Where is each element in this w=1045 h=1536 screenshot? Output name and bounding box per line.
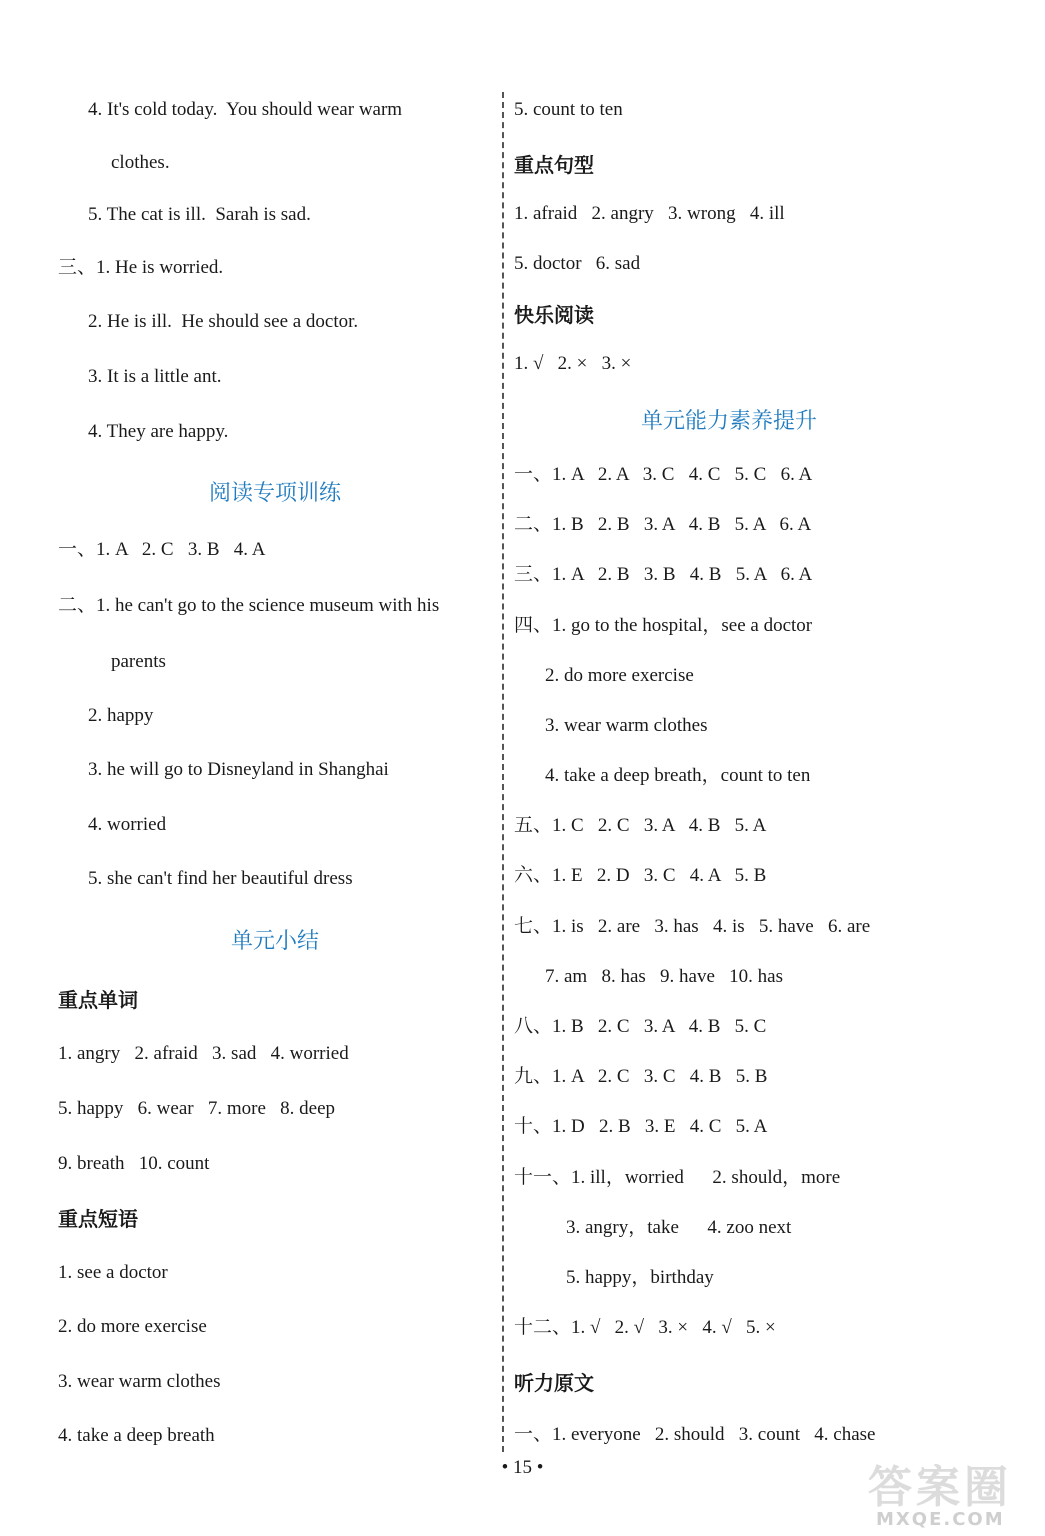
watermark-logo xyxy=(868,1462,1038,1532)
answer-line: 3. wear warm clothes xyxy=(58,1371,221,1392)
answer-line: 5. happy 6. wear 7. more 8. deep xyxy=(58,1098,336,1119)
answer-line: 4. It's cold today. You should wear warm xyxy=(88,99,403,120)
answer-line: 四、1. go to the hospital，see a doctor xyxy=(514,615,813,636)
section-title-ability: 单元能力素养提升 xyxy=(640,409,817,434)
column-divider xyxy=(502,92,504,1452)
answer-line: 5. she can't find her beautiful dress xyxy=(88,868,353,889)
answer-line: 5. count to ten xyxy=(514,99,623,120)
section-title-reading: 阅读专项训练 xyxy=(208,481,341,506)
answer-line: 十、1. D 2. B 3. E 4. C 5. A xyxy=(514,1116,768,1137)
answer-line: 三、1. He is worried. xyxy=(58,257,224,278)
subheading-key-phrases: 重点短语 xyxy=(58,1207,138,1231)
answer-line: 十一、1. ill，worried 2. should，more xyxy=(514,1167,841,1188)
answer-line: parents xyxy=(111,651,166,672)
watermark-url: MXQE.COM xyxy=(876,1509,1005,1530)
answer-line: 4. take a deep breath xyxy=(58,1425,215,1446)
answer-line: 5. happy，birthday xyxy=(566,1267,714,1288)
answer-line: 十二、1. √ 2. √ 3. × 4. √ 5. × xyxy=(514,1317,776,1338)
subheading-key-words: 重点单词 xyxy=(58,988,138,1012)
answer-line: 三、1. A 2. B 3. B 4. B 5. A 6. A xyxy=(514,564,813,585)
answer-line: 九、1. A 2. C 3. C 4. B 5. B xyxy=(514,1066,768,1087)
answer-line: 2. He is ill. He should see a doctor. xyxy=(88,311,359,332)
subheading-listening-script: 听力原文 xyxy=(514,1371,594,1395)
answer-line: 5. doctor 6. sad xyxy=(514,253,641,274)
subheading-key-sentences: 重点句型 xyxy=(514,153,594,177)
answer-line: 2. happy xyxy=(88,705,154,726)
answer-line: 七、1. is 2. are 3. has 4. is 5. have 6. are xyxy=(514,916,871,937)
subheading-happy-reading: 快乐阅读 xyxy=(514,303,594,327)
answer-line: 2. do more exercise xyxy=(545,665,694,686)
answer-line: 一、1. everyone 2. should 3. count 4. chase xyxy=(514,1424,876,1445)
answer-line: 二、1. he can't go to the science museum with his xyxy=(58,595,440,616)
answer-line: 一、1. A 2. C 3. B 4. A xyxy=(58,539,266,560)
answer-line: 二、1. B 2. B 3. A 4. B 5. A 6. A xyxy=(514,514,812,535)
watermark-logo-text: 答案圈 xyxy=(868,1462,1012,1513)
answer-line: 1. afraid 2. angry 3. wrong 4. ill xyxy=(514,203,785,224)
answer-line: 六、1. E 2. D 3. C 4. A 5. B xyxy=(514,865,767,886)
answer-line: 7. am 8. has 9. have 10. has xyxy=(545,966,783,987)
answer-line: 4. worried xyxy=(88,814,167,835)
answer-line: 3. wear warm clothes xyxy=(545,715,708,736)
answer-line: 八、1. B 2. C 3. A 4. B 5. C xyxy=(514,1016,767,1037)
answer-line: clothes. xyxy=(111,152,170,173)
answer-line: 4. They are happy. xyxy=(88,421,229,442)
page-number: • 15 • xyxy=(501,1457,544,1478)
answer-line: 5. The cat is ill. Sarah is sad. xyxy=(88,204,311,225)
section-title-summary: 单元小结 xyxy=(230,929,319,954)
answer-line: 五、1. C 2. C 3. A 4. B 5. A xyxy=(514,815,767,836)
answer-line: 3. It is a little ant. xyxy=(88,366,222,387)
answer-line: 1. √ 2. × 3. × xyxy=(514,353,632,374)
answer-line: 1. see a doctor xyxy=(58,1262,168,1283)
answer-line: 3. angry，take 4. zoo next xyxy=(566,1217,792,1238)
answer-line: 2. do more exercise xyxy=(58,1316,207,1337)
answer-line: 一、1. A 2. A 3. C 4. C 5. C 6. A xyxy=(514,464,813,485)
answer-line: 1. angry 2. afraid 3. sad 4. worried xyxy=(58,1043,349,1064)
answer-line: 3. he will go to Disneyland in Shanghai xyxy=(88,759,389,780)
answer-line: 9. breath 10. count xyxy=(58,1153,210,1174)
answer-line: 4. take a deep breath，count to ten xyxy=(545,765,811,786)
